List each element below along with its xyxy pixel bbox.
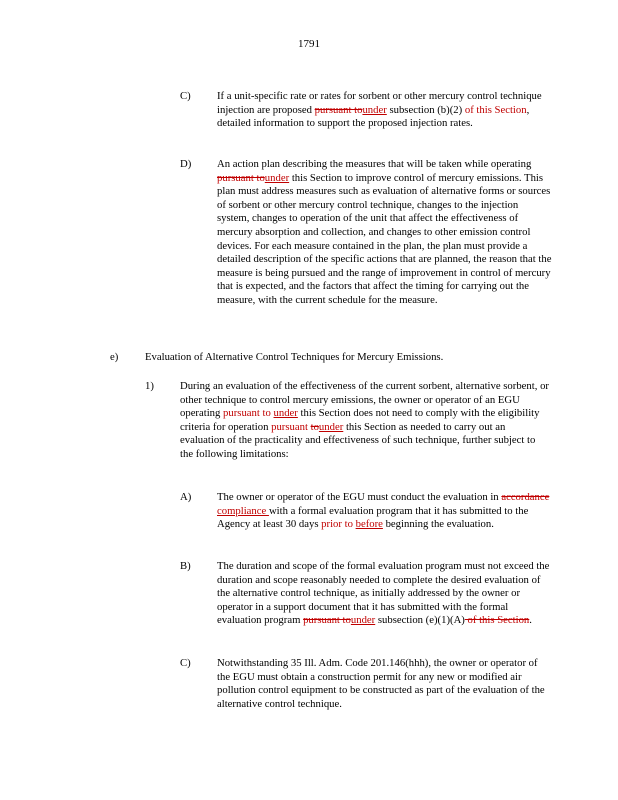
item-label-c: C) [180,90,191,102]
deleted-text: of this Section [464,614,530,627]
item-text-d-action-plan: An action plan describing the measures that will be taken while operating pursuant tounder this Section to improve control of mercury emissions. This plan must address measures such as evaluation of alternative forms or sources of sorbent or other mercury control technique, changes to the injection system, changes to operation of the unit that affect the effectiveness of mercury absorption and collection, and changes to other emission control devices. For each measure contained in the plan, the plan must provide a detailed description of the specific actions that are planned, the reason that the measure is being pursued and the range of improvement in control of mercury that is expected, and the factors that affect the timing for carrying out the measure, with the current schedule for the measure. [217,158,552,306]
inserted-text: under [264,171,290,184]
deleted-text: pursuant to [217,171,265,184]
item-text-1-evaluation: During an evaluation of the effectiveness of the current sorbent, alternative sorbent, or other technique to control mercury emissions, the owner or operator of an EGU operating pursuant to under this Section does not need to comply with the eligibility criteria for operation pursuant tounder this Section as needed to carry out an evaluation of the practicality and effectiveness of such technique, further subject to the following limitations: [180,380,549,460]
item-text-b-duration-scope: The duration and scope of the formal evaluation program must not exceed the duration and scope reasonably needed to complete the desired evaluation of the alternative control technique, as initially addressed by the owner or operator in a support document that it has submitted with the formal evaluation program pursuant tounder subsection (e)(1)(A) of this Section. [217,560,550,627]
inserted-text: under [362,103,387,116]
inserted-text: under [350,614,376,627]
item-text-c-construction-permit: Notwithstanding 35 Ill. Adm. Code 201.146(hhh), the owner or operator of the EGU must obtain a construction permit for any new or modified air pollution control equipment to be constructed as part of the evaluation of the alternative control technique. [217,657,545,710]
item-text-c-rates: If a unit-specific rate or rates for sorbent or other mercury control technique injection are proposed pursuant tounder subsection (b)(2) of this Section, detailed information to support the proposed injection rates. [217,90,542,130]
deleted-text: pursuant to [303,614,351,627]
page-number: 1791 [298,38,320,50]
deleted-text: pursuant to [314,103,363,116]
changed-text: pursuant [271,420,308,433]
changed-text: pursuant to [223,407,271,420]
changed-text: of this Section [464,103,527,116]
section-label-e: e) [110,351,119,363]
deleted-text: to [310,420,319,433]
inserted-text: under [273,407,298,420]
item-label-1: 1) [145,380,154,392]
inserted-text: under [318,420,344,433]
section-heading-e: Evaluation of Alternative Control Techniques for Mercury Emissions. [145,351,444,363]
item-label-b: B) [180,560,191,572]
inserted-text: compliance [217,504,269,517]
item-label-a: A) [180,491,192,503]
item-label-c-permit: C) [180,657,191,669]
changed-text: prior to [321,518,353,531]
inserted-text: before [355,518,383,531]
item-label-d: D) [180,158,192,170]
deleted-text: accordance [501,491,550,503]
item-text-a-formal-program: The owner or operator of the EGU must conduct the evaluation in accordance compliance with a formal evaluation program that it has submitted to the Agency at least 30 days prior to before beginning the evaluation. [217,491,550,531]
